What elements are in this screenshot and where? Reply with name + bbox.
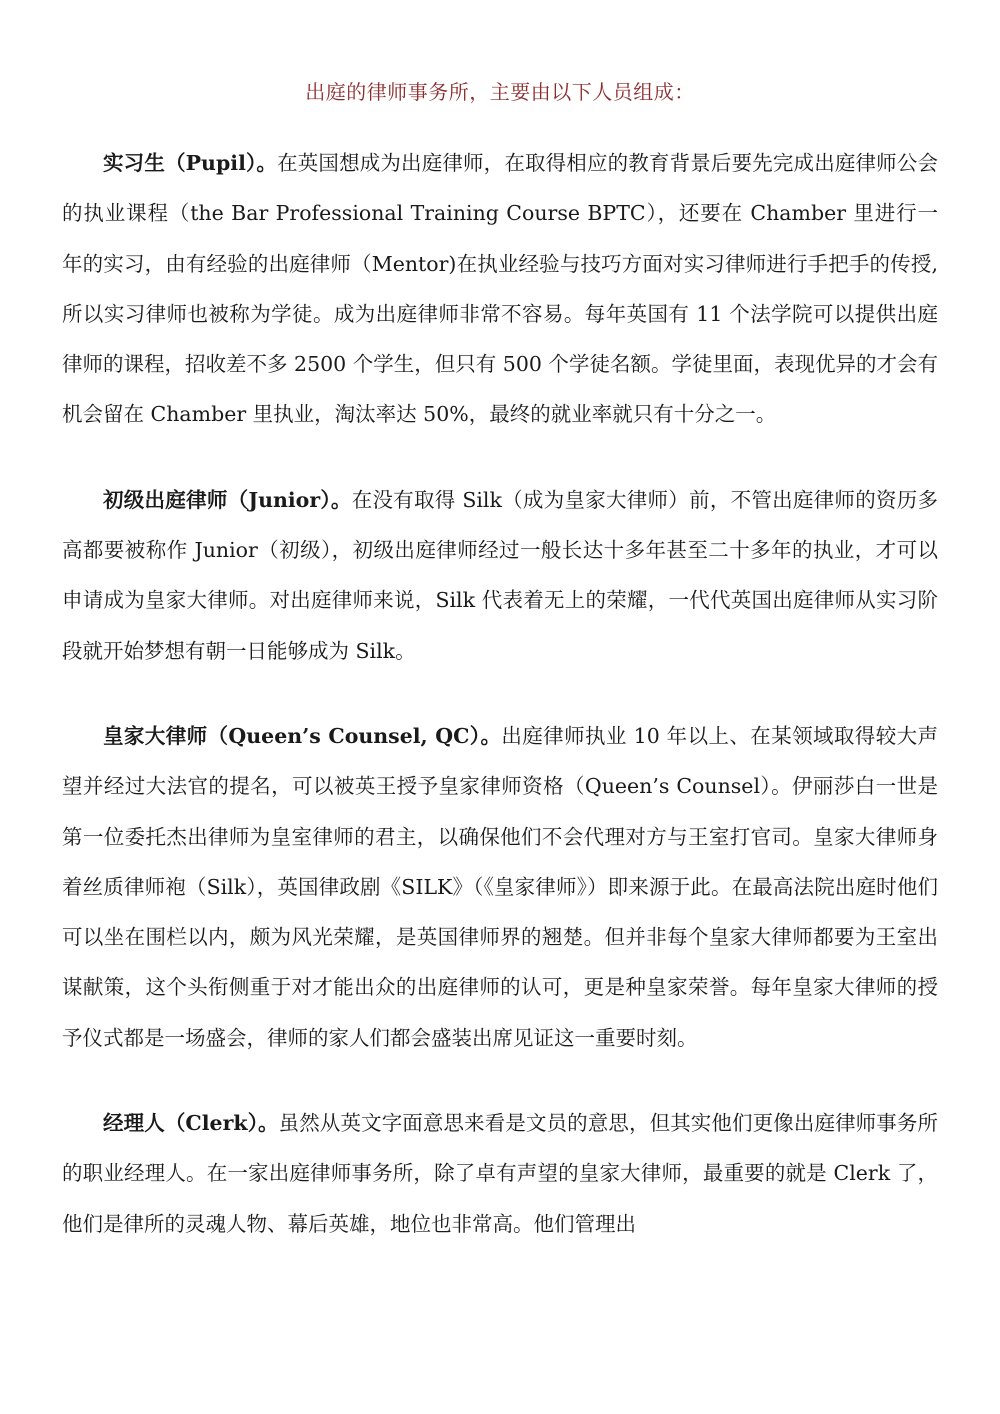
document-title: 出庭的律师事务所，主要由以下人员组成： [305,80,695,104]
document-page [62,72,938,1249]
paragraph-qc [62,711,938,1063]
paragraph-clerk [62,1098,938,1249]
paragraph-body-qc: 出庭律师执业 10 年以上、在某领域取得较大声望并经过大法官的提名，可以被英王授予皇家律师资格（Queen’s Counsel）。伊丽莎白一世是第一位委托杰出律师为皇室律师的君主，以确保他们不会代理对方与王室打官司。皇家大律师身着丝质律师袍（Silk），英国律政剧《SILK》（《皇家律师》）即来源于此。在最高法院出庭时他们可以坐在围栏以内，颇为风光荣耀，是英国律师界的翘楚。但并非每个皇家大律师都要为王室出谋献策，这个头衔侧重于对才能出众的出庭律师的认可，更是种皇家荣誉。每年皇家大律师的授予仪式都是一场盛会，律师的家人们都会盛装出席见证这一重要时刻。 [62,723,939,1050]
paragraph-body-pupil: 在英国想成为出庭律师，在取得相应的教育背景后要先完成出庭律师公会的执业课程（the Bar Professional Training Course BPTC），还要在 Chamber 里进行一年的实习，由有经验的出庭律师（Mentor)在执业经验与技巧方面对实习律师进行手把手的传授,所以实习律师也被称为学徒。成为出庭律师非常不容易。每年英国有 11 个法学院可以提供出庭律师的课程，招收差不多 2500 个学生，但只有 500 个学徒名额。学徒里面，表现优异的才会有机会留在 Chamber 里执业，淘汰率达 50%，最终的就业率就只有十分之一。 [62,151,938,427]
paragraph-body-junior: 在没有取得 Silk（成为皇家大律师）前，不管出庭律师的资历多高都要被称作 Junior（初级），初级出庭律师经过一般长达十多年甚至二十多年的执业，才可以申请成为皇家大律师。对出庭律师来说，Silk 代表着无上的荣耀，一代代英国出庭律师从实习阶段就开始梦想有朝一日能够成为 Silk。 [62,487,939,663]
paragraph-lead-pupil: 实习生（Pupil）。 [103,151,278,175]
paragraph-lead-qc: 皇家大律师（Queen’s Counsel, QC）。 [103,723,502,748]
paragraph-pupil [62,138,938,440]
paragraph-lead-clerk: 经理人（Clerk）。 [103,1111,279,1136]
paragraph-body-clerk: 虽然从英文字面意思来看是文员的意思，但其实他们更像出庭律师事务所的职业经理人。在一家出庭律师事务所，除了卓有声望的皇家大律师，最重要的就是 Clerk 了，他们是律所的灵魂人物、幕后英雄，地位也非常高。他们管理出 [62,1111,938,1236]
paragraph-lead-junior: 初级出庭律师（Junior）。 [103,487,352,512]
paragraph-junior [62,475,938,676]
